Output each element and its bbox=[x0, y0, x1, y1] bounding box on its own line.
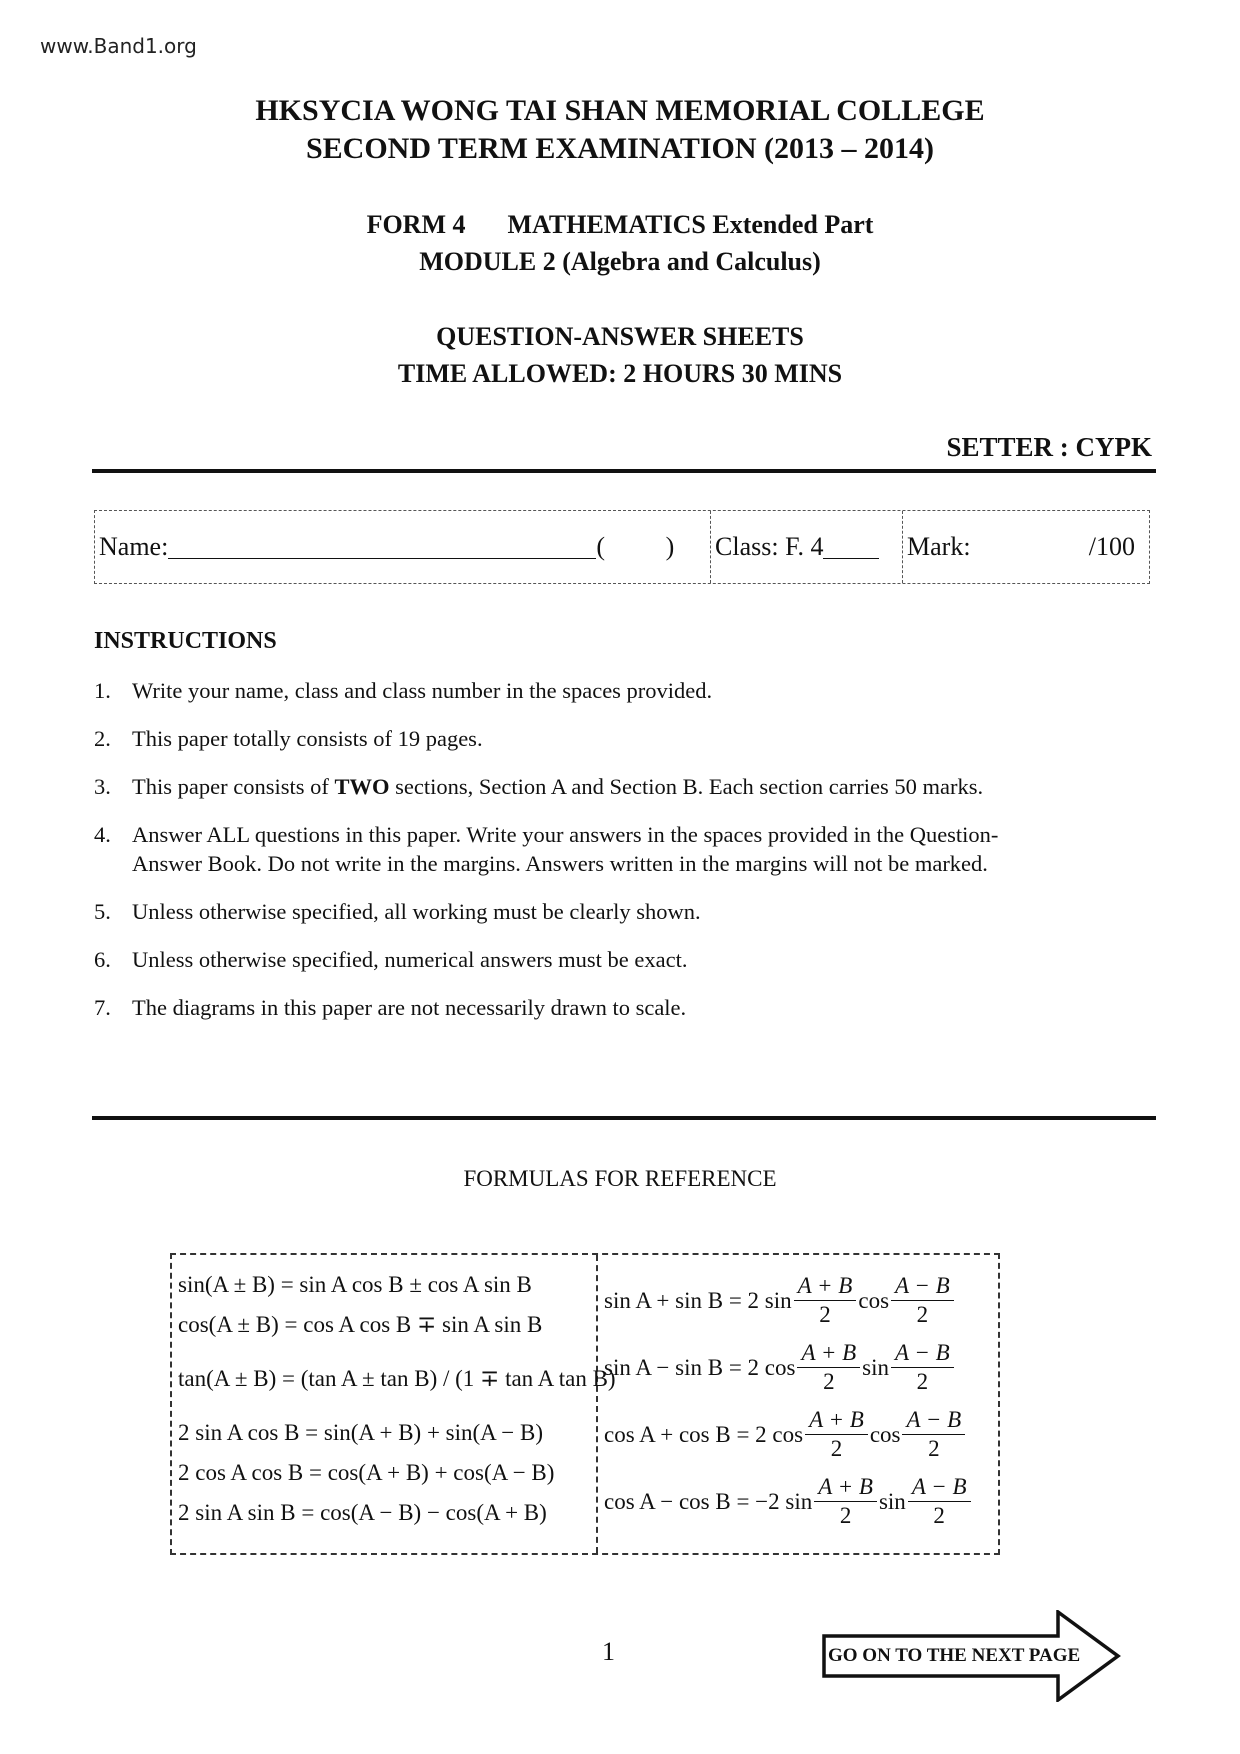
formula-func: cos bbox=[869, 1421, 901, 1447]
frac-num: A + B bbox=[805, 1406, 868, 1435]
exam-title bbox=[0, 92, 1240, 168]
mark-total: /100 bbox=[1088, 532, 1135, 561]
subject-block bbox=[0, 206, 1240, 280]
next-page-arrow bbox=[822, 1610, 1122, 1702]
item-number: 3. bbox=[94, 774, 111, 799]
setter-label: SETTER : CYPK bbox=[946, 432, 1152, 462]
form-subject-line bbox=[0, 206, 1240, 243]
frac-den: 2 bbox=[916, 1302, 929, 1327]
paren-close: ) bbox=[665, 532, 675, 561]
instruction-item bbox=[94, 676, 1154, 705]
class-cell bbox=[711, 511, 903, 583]
mark-cell bbox=[903, 511, 1149, 583]
watermark-url: www.Band1.org bbox=[40, 34, 197, 58]
text-part: This paper consists of bbox=[132, 774, 335, 799]
instruction-item bbox=[94, 772, 1154, 801]
formula-box bbox=[170, 1253, 1000, 1555]
instruction-item bbox=[94, 945, 1154, 974]
instruction-item bbox=[94, 724, 1154, 753]
frac-den: 2 bbox=[819, 1302, 831, 1327]
item-number: 7. bbox=[94, 995, 111, 1020]
frac-den: 2 bbox=[830, 1436, 843, 1461]
item-number: 1. bbox=[94, 678, 111, 703]
sheet-block bbox=[0, 318, 1240, 392]
fraction bbox=[891, 1272, 954, 1329]
frac-num: A − B bbox=[908, 1473, 971, 1502]
formula-2sincos: 2 sin A cos B = sin(A + B) + sin(A − B) bbox=[178, 1420, 543, 1445]
formula-sum-to-product bbox=[604, 1401, 998, 1468]
formula-func: cos bbox=[858, 1287, 890, 1313]
frac-den: 2 bbox=[839, 1503, 852, 1528]
formula-func: sin bbox=[862, 1354, 890, 1380]
frac-num: A − B bbox=[891, 1272, 954, 1301]
instructions-heading: INSTRUCTIONS bbox=[94, 628, 277, 654]
frac-den: 2 bbox=[916, 1369, 929, 1394]
frac-num: A + B bbox=[794, 1272, 857, 1301]
name-cell bbox=[95, 511, 711, 583]
formula-func: sin bbox=[878, 1488, 906, 1514]
sheet-type: QUESTION-ANSWER SHEETS bbox=[436, 322, 804, 351]
item-number: 6. bbox=[94, 947, 111, 972]
fraction bbox=[891, 1339, 954, 1396]
frac-num: A − B bbox=[891, 1339, 954, 1368]
formula-lhs: sin A + sin B = 2 sin bbox=[604, 1287, 792, 1313]
formula-sum-to-product bbox=[604, 1334, 998, 1401]
class-field[interactable] bbox=[823, 536, 879, 559]
item-number: 5. bbox=[94, 899, 111, 924]
text-bold: TWO bbox=[334, 774, 390, 799]
frac-den: 2 bbox=[823, 1369, 835, 1394]
fraction bbox=[814, 1473, 877, 1530]
formula-lhs: cos A + cos B = 2 cos bbox=[604, 1421, 804, 1447]
text-part: sections, Section A and Section B. Each section carries 50 marks. bbox=[389, 774, 984, 799]
class-label: Class: F. 4 bbox=[715, 532, 824, 561]
item-text bbox=[132, 772, 1154, 801]
instruction-item bbox=[94, 993, 1154, 1022]
divider-top bbox=[92, 469, 1156, 473]
fraction bbox=[908, 1473, 971, 1530]
name-label: Name: bbox=[99, 532, 169, 561]
school-name: HKSYCIA WONG TAI SHAN MEMORIAL COLLEGE bbox=[255, 94, 985, 127]
frac-num: A + B bbox=[814, 1473, 877, 1502]
subject-label: MATHEMATICS Extended Part bbox=[507, 210, 874, 239]
module-label: MODULE 2 (Algebra and Calculus) bbox=[419, 247, 821, 276]
mark-label: Mark: bbox=[907, 532, 971, 561]
fraction bbox=[902, 1406, 965, 1463]
page-number: 1 bbox=[602, 1637, 615, 1666]
item-text: Answer ALL questions in this paper. Write your answers in the spaces provided in the Question-Answer Book. Do not write in the margins. Answers written in the margins will not be marked. bbox=[132, 822, 999, 876]
formula-sum-to-product bbox=[604, 1468, 998, 1535]
formula-column-left bbox=[172, 1255, 616, 1553]
formula-lhs: sin A − sin B = 2 cos bbox=[604, 1354, 796, 1380]
class-number-field[interactable] bbox=[596, 532, 674, 562]
frac-num: A − B bbox=[902, 1406, 965, 1435]
name-field[interactable] bbox=[168, 536, 596, 559]
item-text: Write your name, class and class number in the spaces provided. bbox=[132, 678, 713, 703]
formula-lhs: cos A − cos B = −2 sin bbox=[604, 1488, 813, 1514]
formula-cos-sum: cos(A ± B) = cos A cos B ∓ sin A sin B bbox=[178, 1312, 543, 1337]
form-label: FORM 4 bbox=[366, 210, 466, 239]
formula-tan-sum: tan(A ± B) = (tan A ± tan B) / (1 ∓ tan A tan B) bbox=[178, 1366, 616, 1391]
next-page-label: GO ON TO THE NEXT PAGE bbox=[828, 1645, 1081, 1666]
instruction-item bbox=[94, 820, 1154, 878]
item-text: This paper totally consists of 19 pages. bbox=[132, 726, 483, 751]
instructions-list bbox=[94, 676, 1154, 1041]
item-text: The diagrams in this paper are not necessarily drawn to scale. bbox=[132, 995, 687, 1020]
formula-column-right bbox=[598, 1255, 998, 1553]
formula-sin-sum: sin(A ± B) = sin A cos B ± cos A sin B bbox=[178, 1272, 532, 1297]
item-number: 4. bbox=[94, 822, 111, 847]
divider-bottom bbox=[92, 1116, 1156, 1120]
item-text: Unless otherwise specified, all working must be clearly shown. bbox=[132, 899, 701, 924]
frac-num: A + B bbox=[797, 1339, 860, 1368]
exam-name: SECOND TERM EXAMINATION (2013 – 2014) bbox=[305, 132, 935, 165]
item-text: Unless otherwise specified, numerical answers must be exact. bbox=[132, 947, 688, 972]
formulas-heading: FORMULAS FOR REFERENCE bbox=[463, 1166, 777, 1191]
formula-2coscos: 2 cos A cos B = cos(A + B) + cos(A − B) bbox=[178, 1460, 555, 1485]
student-info-box bbox=[94, 510, 1150, 584]
instruction-item bbox=[94, 897, 1154, 926]
fraction bbox=[797, 1339, 860, 1396]
fraction bbox=[805, 1406, 868, 1463]
frac-den: 2 bbox=[928, 1436, 940, 1461]
item-number: 2. bbox=[94, 726, 111, 751]
formula-sum-to-product bbox=[604, 1267, 998, 1334]
paren-open: ( bbox=[596, 532, 605, 561]
fraction bbox=[794, 1272, 857, 1329]
formula-2sinsin: 2 sin A sin B = cos(A − B) − cos(A + B) bbox=[178, 1500, 547, 1525]
frac-den: 2 bbox=[933, 1503, 945, 1528]
time-allowed: TIME ALLOWED: 2 HOURS 30 MINS bbox=[397, 359, 843, 388]
